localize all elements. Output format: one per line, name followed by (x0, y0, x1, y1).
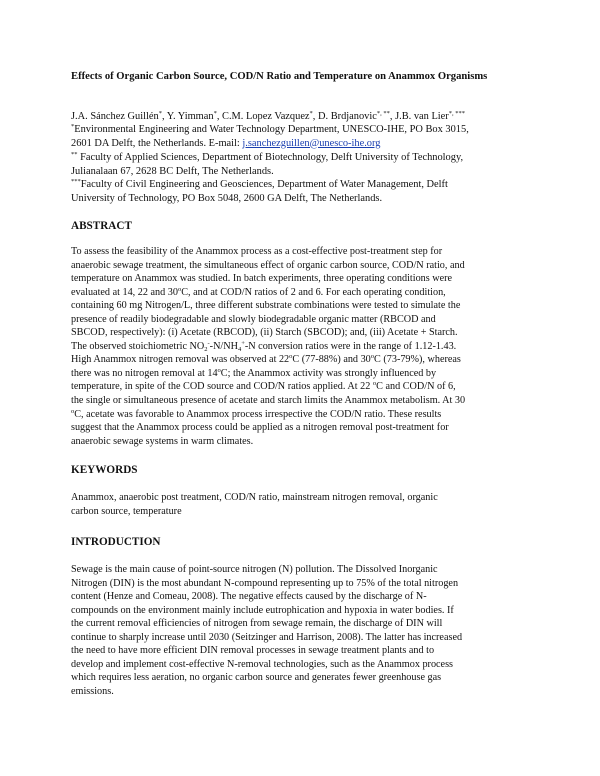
abstract-line (71, 367, 541, 381)
affiliation-2-mark: ** (71, 151, 78, 158)
introduction-line: content (Henze and Comeau, 2008). The negative effects caused by the discharge of N- (71, 591, 427, 603)
affiliation-2 (71, 151, 541, 178)
introduction-line: Nitrogen (DIN) is the most abundant N-compound representing up to 75% of the total nitrogen (71, 577, 459, 589)
text-run: evaluated at 14, 22 and 30 (71, 286, 178, 298)
abstract-line: SBCOD, respectively): (i) Acetate (RBCOD), (ii) Starch (SBCOD); and, (iii) Acetate + Starch. (71, 327, 458, 339)
affiliation-1-line-1: Environmental Engineering and Water Technology Department, UNESCO-IHE, PO Box 3015, (74, 124, 469, 135)
abstract-line (71, 408, 541, 422)
text-run: The observed stoichiometric NO (71, 340, 205, 352)
author-2-mark: * (213, 110, 217, 117)
text-run: C (77-88%) and 30 (292, 354, 371, 366)
email-link[interactable]: j.sanchezguillen@unesco-ihe.org (242, 137, 381, 149)
introduction-line: emissions. (71, 685, 114, 697)
abstract-line (71, 286, 541, 300)
abstract-body (71, 245, 541, 448)
affiliation-3-line-1: Faculty of Civil Engineering and Geosciences, Department of Water Management, Delft (80, 179, 448, 190)
abstract-line: To assess the feasibility of the Anammox process as a cost-effective post-treatment step for (71, 246, 443, 257)
introduction-line: develop and implement cost-effective N-removal technologies, such as the Anammox process (71, 658, 454, 670)
introduction-line: continue to sharply increase until 2030 (Seitzinger and Harrison, 2008). The latter has increased (71, 631, 463, 643)
abstract-heading: ABSTRACT (71, 220, 132, 232)
author-4: D. Brdjanovic (318, 111, 377, 122)
introduction-line: compounds on the environment mainly include eutrophication and hypoxia in water bodies. If (71, 604, 454, 616)
introduction-line: the current removal efficiencies of nitrogen from sewage remain, the discharge of DIN will (71, 618, 443, 630)
author-5-mark: *, *** (448, 110, 466, 117)
author-4-mark: *, ** (376, 110, 390, 117)
abstract-line (71, 353, 541, 367)
affiliation-1-line-2: 2601 DA Delft, the Netherlands. E-mail: (71, 137, 243, 149)
author-line: J.A. Sánchez Guillén*, Y. Yimman*, C.M. Lopez Vazquez*, D. Brdjanovic*, **, J.B. van Lier*, *** (71, 110, 466, 122)
author-5: J.B. van Lier (395, 111, 449, 122)
abstract-line (71, 380, 541, 394)
text-run: C; the Anammox activity was strongly influenced by (220, 367, 437, 379)
text-run: C, and at COD/N ratios of 2 and 6. For each operating condition, (181, 286, 446, 298)
text-run: -N conversion ratios were in the range of 1.12-1.43. (244, 340, 457, 352)
subscript: 2 (204, 345, 208, 353)
degree-mark: o (289, 353, 293, 361)
affiliation-3-mark: *** (71, 178, 81, 185)
abstract-line: presence of readily biodegradable and slowly biodegradable organic matter (RBCOD and (71, 313, 436, 325)
introduction-line: which requires less aeration, no organic carbon source and generates fewer greenhouse gas (71, 672, 442, 684)
affiliation-3 (71, 178, 541, 205)
affiliation-1 (71, 123, 541, 150)
paper-title: Effects of Organic Carbon Source, COD/N Ratio and Temperature on Anammox Organisms (71, 71, 488, 82)
author-1-mark: * (158, 110, 162, 117)
author-3: C.M. Lopez Vazquez (222, 111, 310, 122)
keywords-line: Anammox, anaerobic post treatment, COD/N ratio, mainstream nitrogen removal, organic (71, 492, 438, 503)
superscript: + (241, 339, 245, 347)
text-run: -N/NH (209, 340, 238, 352)
introduction-heading: INTRODUCTION (71, 536, 161, 548)
degree-mark: o (372, 380, 377, 388)
affiliation-3-line-2: University of Technology, PO Box 5048, 2600 GA Delft, The Netherlands. (71, 192, 383, 204)
author-1: J.A. Sánchez Guillén (71, 111, 159, 122)
degree-mark: o (177, 285, 182, 293)
abstract-line: suggest that the Anammox process could be applied as a nitrogen removal post-treatment for (71, 422, 449, 434)
degree-mark: o (370, 353, 375, 361)
keywords-heading: KEYWORDS (71, 464, 138, 476)
text-run: C, acetate was favorable to Anammox process irrespective the COD/N ratio. These results (74, 408, 442, 420)
abstract-line: temperature on Anammox was studied. In batch experiments, three operating conditions were (71, 273, 453, 285)
text-run: High Anammox nitrogen removal was observed at 22 (71, 354, 290, 366)
degree-mark: o (71, 407, 75, 415)
abstract-line: anaerobic sewage treatment, the simultaneous effect of organic carbon source, COD/N ratio, and (71, 259, 465, 271)
text-run: C and COD/N of 6, (376, 381, 456, 393)
text-run: temperature, in spite of the COD source and COD/N ratios applied. At 22 (71, 381, 373, 393)
abstract-line: anaerobic sewage systems in warm climates. (71, 435, 254, 447)
abstract-line: containing 60 mg Nitrogen/L, three different substrate combinations were tested to simulate the (71, 300, 461, 312)
affiliation-2-line-1: Faculty of Applied Sciences, Department of Biotechnology, Delft University of Technology, (77, 152, 464, 163)
text-run: C (73-79%), whereas (374, 354, 461, 366)
affiliation-1-mark: * (71, 123, 75, 130)
author-3-mark: * (309, 110, 313, 117)
degree-mark: o (217, 366, 221, 374)
introduction-line: Sewage is the main cause of point-source nitrogen (N) pollution. The Dissolved Inorganic (71, 564, 438, 575)
text-run: there was no nitrogen removal at 14 (71, 367, 218, 379)
superscript: - (207, 339, 210, 347)
keywords-body (71, 491, 541, 518)
introduction-body (71, 563, 541, 698)
author-2: Y. Yimman (166, 111, 214, 122)
affiliation-2-line-2: Julianalaan 67, 2628 BC Delft, The Netherlands. (71, 165, 274, 177)
introduction-line: the need to have more efficient DIN removal processes in sewage treatment plants and to (71, 645, 435, 657)
keywords-line: carbon source, temperature (71, 505, 182, 517)
subscript: 4 (237, 345, 242, 353)
abstract-line (71, 340, 541, 354)
abstract-line: the single or simultaneous presence of acetate and starch limits the Anammox metabolism. At 30 (71, 395, 466, 407)
